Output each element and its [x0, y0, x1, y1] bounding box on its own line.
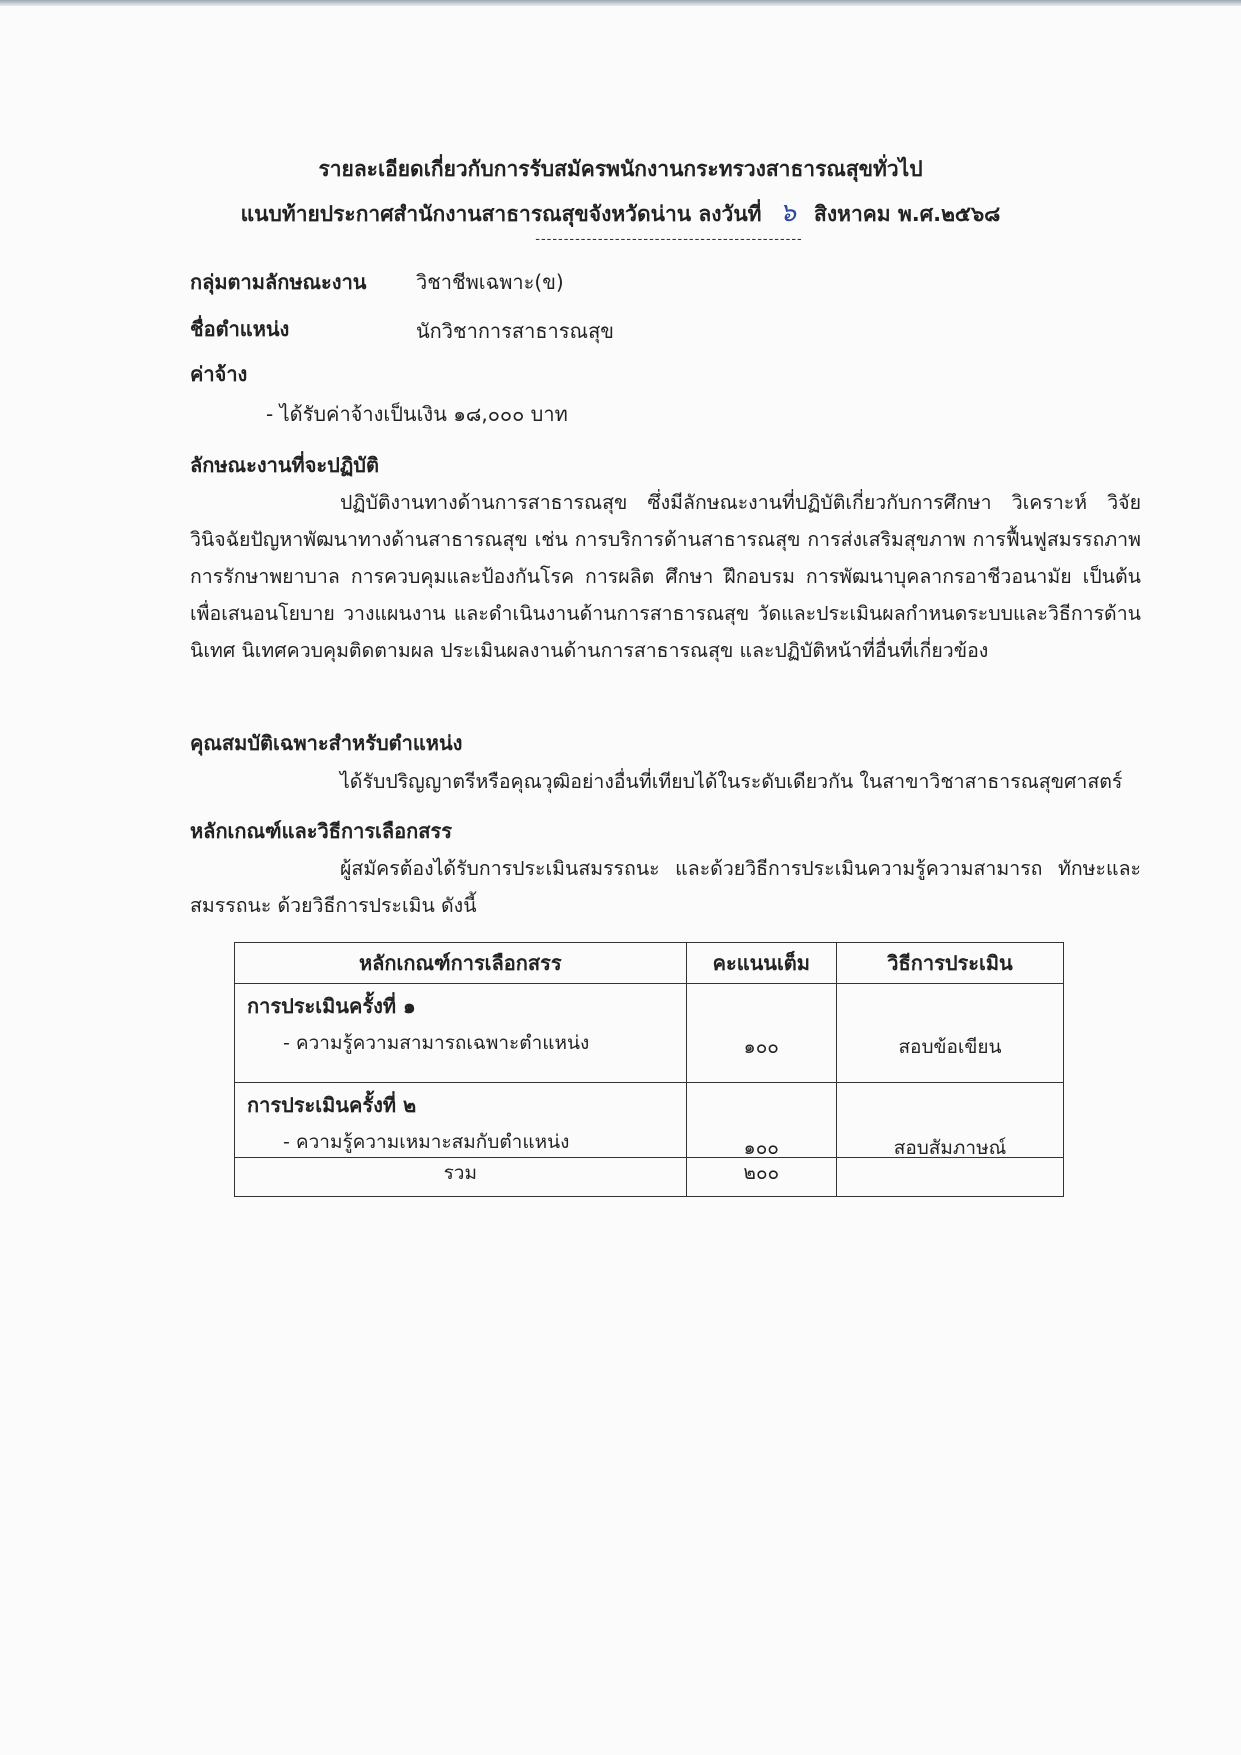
duties-heading: ลักษณะงานที่จะปฏิบัติ — [190, 453, 379, 477]
table-row — [235, 984, 1064, 1083]
position-label: ชื่อตำแหน่ง — [190, 317, 290, 341]
handwritten-day: ๖ — [779, 198, 797, 228]
table-header-row — [235, 943, 1064, 984]
criteria-table — [234, 942, 1064, 1197]
position-value: นักวิชาการสาธารณสุข — [416, 319, 614, 343]
round-2-title: การประเมินครั้งที่ ๒ — [247, 1093, 417, 1117]
table-total-row — [235, 1158, 1064, 1197]
round-1-method: สอบข้อเขียน — [898, 1036, 1002, 1058]
title-separator: ----------------------------------------------- — [535, 232, 803, 247]
round-2-method: สอบสัมภาษณ์ — [893, 1137, 1007, 1159]
total-method-empty — [837, 1158, 1064, 1197]
qualification-heading: คุณสมบัติเฉพาะสำหรับตำแหน่ง — [190, 731, 463, 755]
round-1-item: - ความรู้ความสามารถเฉพาะตำแหน่ง — [283, 1032, 590, 1054]
selection-paragraph: ผู้สมัครต้องได้รับการประเมินสมรรถนะ และด้วยวิธีการประเมินความรู้ความสามารถ ทักษะและสมรรถนะ ด้วยวิธีการประเมิน ดังนี้ — [190, 857, 1141, 917]
round-1-cell — [235, 984, 686, 1082]
header-criteria: หลักเกณฑ์การเลือกสรร — [235, 943, 687, 984]
group-label: กลุ่มตามลักษณะงาน — [190, 270, 367, 294]
round-1-score: ๑๐๐ — [743, 1036, 779, 1058]
header-method: วิธีการประเมิน — [837, 943, 1064, 984]
round-2-cell — [235, 1083, 686, 1157]
round-2-score: ๑๐๐ — [743, 1137, 779, 1159]
round-1-title: การประเมินครั้งที่ ๑ — [247, 994, 416, 1018]
selection-heading: หลักเกณฑ์และวิธีการเลือกสรร — [190, 819, 452, 843]
qualification-paragraph: ได้รับปริญญาตรีหรือคุณวุฒิอย่างอื่นที่เทียบได้ในระดับเดียวกัน ในสาขาวิชาสาธารณสุขศาสตร์ — [340, 770, 1123, 793]
title-line2-suffix: สิงหาคม พ.ศ.๒๕๖๘ — [814, 202, 1001, 226]
group-value: วิชาชีพเฉพาะ(ข) — [416, 270, 564, 294]
table-row — [235, 1083, 1064, 1158]
wage-label: ค่าจ้าง — [190, 362, 248, 386]
document-title-line2 — [0, 192, 1241, 233]
document-title-line1: รายละเอียดเกี่ยวกับการรับสมัครพนักงานกระทรวงสาธารณสุขทั่วไป — [318, 157, 923, 181]
duties-paragraph: ปฏิบัติงานทางด้านการสาธารณสุข ซึ่งมีลักษณะงานที่ปฏิบัติเกี่ยวกับการศึกษา วิเคราะห์ วิจัย วินิจฉัยปัญหาพัฒนาทางด้านสาธารณสุข เช่น การบริการด้านสาธารณสุข การส่งเสริมสุขภาพ การฟื้นฟูสมรรถภาพ การรักษาพยาบาล การควบคุมและป้องกันโรค การผลิต ศึกษา ฝึกอบรม การพัฒนาบุคลากรอาชีวอนามัย เป็นต้น เพื่อเสนอนโยบาย วางแผนงาน และดำเนินงานด้านการสาธารณสุข วัดและประเมินผลกำหนดระบบและวิธีการด้านนิเทศ นิเทศควบคุมติดตามผล ประเมินผลงานด้านการสาธารณสุข และปฏิบัติหน้าที่อื่นที่เกี่ยวข้อง — [190, 491, 1141, 662]
total-label: รวม — [235, 1158, 687, 1197]
total-score: ๒๐๐ — [686, 1158, 836, 1197]
round-2-item: - ความรู้ความเหมาะสมกับตำแหน่ง — [283, 1131, 570, 1153]
wage-text: - ได้รับค่าจ้างเป็นเงิน ๑๘,๐๐๐ บาท — [266, 402, 568, 426]
title-line2-prefix: แนบท้ายประกาศสำนักงานสาธารณสุขจังหวัดน่าน ลงวันที่ — [240, 202, 762, 226]
header-full-score: คะแนนเต็ม — [686, 943, 836, 984]
